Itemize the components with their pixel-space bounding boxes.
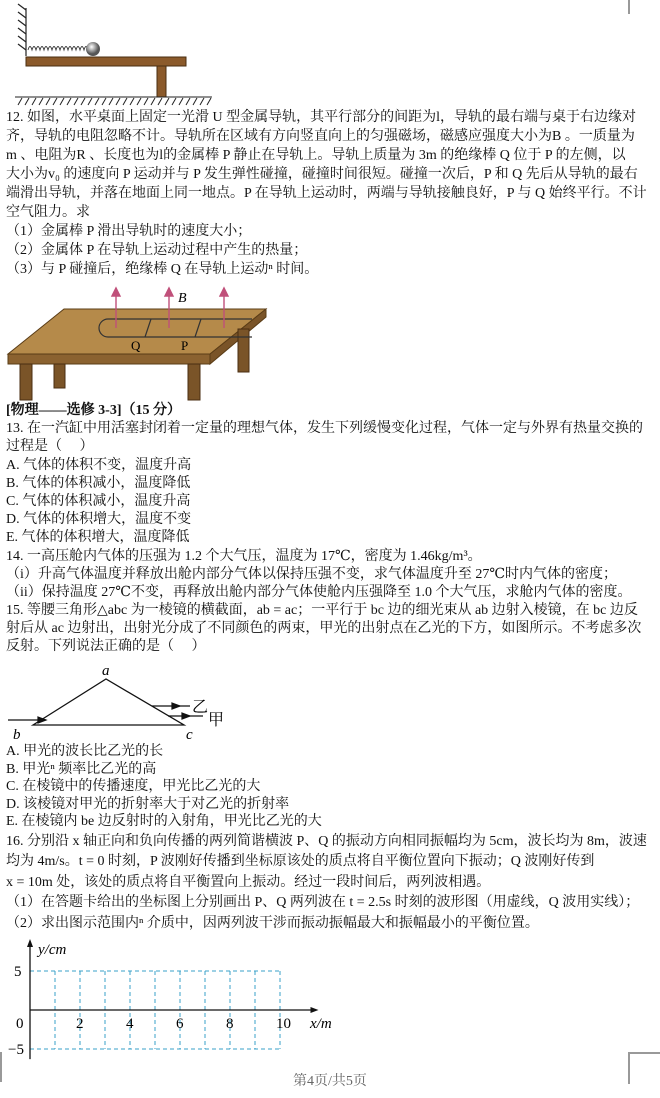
x-tick-label: 4: [126, 1016, 134, 1032]
hatch-mark: [172, 98, 176, 105]
text-line: 射后从 ac 边射出，出射光分成了不同颜色的两束，甲光的出射点在乙光的下方，如图所示。不考虑多次: [6, 621, 642, 637]
x-tick-label: 6: [176, 1016, 184, 1032]
hatch-mark: [88, 98, 92, 105]
hatch-mark: [200, 98, 204, 105]
text-line: 13. 在一汽缸中用活塞封闭着一定量的理想气体，发生下列缓慢变化过程，气体一定与外界有热量交换的: [6, 421, 643, 437]
text-line: 反射。下列说法正确的是（ ）: [6, 639, 206, 655]
text-line: A. 气体的体积不变，温度升高: [6, 457, 192, 473]
text-line: 大小为v₀ 的速度向 P 运动并与 P 发生弹性碰撞，碰撞时间很短。碰撞一次后，P 和 Q 先后从导轨的最右: [6, 167, 638, 182]
text-line: 14. 一高压舱内气体的压强为 1.2 个大气压，温度为 17℃，密度为 1.46kg/m³。: [6, 548, 482, 564]
text-line: E. 气体的体积增大，温度降低: [6, 530, 190, 546]
text-line: （2）求出图示范围内ⁿ 介质中，因两列波干涉而振动振幅最大和振幅最小的平衡位置。: [6, 915, 539, 931]
text-line: 齐，导轨的电阻忽略不计。导轨所在区域有方向竖直向上的匀强磁场，磁感应强度大小为B 。一质量为: [6, 129, 635, 144]
hatch-mark: [137, 98, 141, 105]
text-line: 均为 4m/s。t = 0 时刻，P 波刚好传播到坐标原该处的质点将自平衡位置向下振动；Q 波刚好传到: [6, 854, 595, 870]
text-line: （i）升高气体温度并释放出舱内部分气体以保持压强不变，求气体温度升至 27℃时内气体的密度；: [6, 566, 618, 582]
field-label: B: [178, 291, 187, 306]
beam-jia-label: 甲: [208, 712, 225, 729]
hatch-mark: [151, 98, 155, 105]
y-axis-label: y/cm: [38, 942, 67, 958]
text-line: m 、电阻为R 、长度也为l的金属棒 P 静止在导轨上。导轨上质量为 3m 的绝缘棒 Q 位于 P 的左侧，以: [6, 148, 626, 163]
beam-yi-label: 乙: [192, 699, 209, 716]
hatch-mark: [67, 98, 71, 105]
corner-mark: [628, 0, 660, 14]
hatch-mark: [74, 98, 78, 105]
page-number: 第4页/共5页: [293, 1074, 367, 1089]
text-line: （1）金属棒 P 滑出导轨时的速度大小；: [6, 224, 252, 239]
text-line: 12. 如图，水平桌面上固定一光滑 U 型金属导轨，其平行部分的间距为l，导轨的最右端与桌于右边缘对: [6, 110, 636, 125]
ball: [86, 42, 100, 56]
table-leg: [157, 66, 166, 97]
x-tick-label: 10: [276, 1016, 291, 1032]
hatch-mark: [144, 98, 148, 105]
question-15-options: [6, 743, 652, 831]
hatch-mark: [39, 98, 43, 105]
hatch-mark: [46, 98, 50, 105]
text-line: 15. 等腰三角形△abc 为一棱镜的横截面，ab = ac；一平行于 bc 边的细光束从 ab 边射入棱镜，在 bc 边反: [6, 603, 638, 619]
hatch-mark: [81, 98, 85, 105]
x-axis-label: x/m: [310, 1016, 332, 1032]
vertex-b: b: [13, 727, 21, 743]
option-line: D. 该棱镜对甲光的折射率大于对乙光的折射率: [6, 796, 290, 812]
x-tick-label: 8: [226, 1016, 234, 1032]
rod-q-label: Q: [131, 338, 141, 353]
text-line: （1）在答题卡给出的坐标图上分别画出 P、Q 两列波在 t = 2.5s 时刻的波形图（用虚线，Q 波用实线）；: [6, 895, 640, 911]
prism-triangle: [33, 679, 184, 725]
table-leg: [188, 364, 200, 400]
questions-13-15: [6, 402, 652, 657]
text-line: [物理——选修 3-3]（15 分）: [6, 403, 181, 418]
text-line: 端滑出导轨，并落在地面上同一地点。P 在导轨上运动时，两端与导轨接触良好，P 与 Q 始终平行。不计: [6, 186, 647, 201]
option-line: C. 在棱镜中的传播速度，甲光比乙光的大: [6, 779, 261, 795]
wave-graph: [0, 938, 360, 1066]
option-line: B. 甲光ⁿ 频率比乙光的高: [6, 761, 157, 777]
table-leg: [20, 364, 32, 400]
x-tick-label: 2: [76, 1016, 84, 1032]
table-leg: [238, 329, 249, 372]
text-line: 空气阻力。求: [6, 205, 90, 220]
x-axis-arrow: [311, 1007, 319, 1013]
hatch-mark: [25, 98, 29, 105]
hatch-mark: [32, 98, 36, 105]
wall-hatch: [18, 4, 26, 56]
hatch-mark: [95, 98, 99, 105]
text-line: B. 气体的体积减小，温度降低: [6, 475, 191, 491]
origin-label: 0: [16, 1016, 24, 1032]
hatch-mark: [179, 98, 183, 105]
spring-table-figure: [0, 0, 220, 100]
y-axis-arrow: [27, 939, 33, 947]
table-top: [26, 57, 186, 66]
hatch-mark: [102, 98, 106, 105]
hatch-mark: [109, 98, 113, 105]
text-line: x = 10m 处，该处的质点将自平衡置向上振动。经过一段时间后，两列波相遇。: [6, 874, 491, 890]
text-line: 16. 分别沿 x 轴正向和负向传播的两列简谐横波 P、Q 的振动方向相同振幅均为 5cm，波长均为 8m，波速: [6, 834, 647, 849]
text-line: （3）与 P 碰撞后，绝缘棒 Q 在导轨上运动ⁿ 时间。: [6, 262, 319, 277]
y-tick-label: 5: [14, 964, 22, 980]
hatch-mark: [165, 98, 169, 105]
hatch-mark: [60, 98, 64, 105]
hatch-mark: [123, 98, 127, 105]
rod-p-label: P: [181, 338, 189, 353]
ground-hatch-marks: [0, 96, 220, 108]
spring: [28, 47, 88, 51]
text-line: 过程是（ ）: [6, 439, 94, 455]
hatch-mark: [207, 98, 211, 105]
hatch-mark: [130, 98, 134, 105]
hatch-mark: [186, 98, 190, 105]
text-line: D. 气体的体积增大，温度不变: [6, 512, 192, 528]
corner-mark: [628, 1052, 660, 1084]
table-edge: [8, 354, 210, 364]
vertex-a: a: [102, 663, 110, 679]
rail-table-figure: [0, 284, 280, 402]
option-line: E. 在棱镜内 be 边反射时的入射角，甲光比乙光的大: [6, 814, 322, 830]
hatch-mark: [116, 98, 120, 105]
hatch-mark: [53, 98, 57, 105]
question-16: [6, 832, 652, 934]
text-line: （2）金属体 P 在导轨上运动过程中产生的热量；: [6, 243, 308, 258]
hatch-mark: [158, 98, 162, 105]
corner-mark: [0, 1052, 4, 1082]
hatch-mark: [18, 98, 22, 105]
question-12: [6, 108, 652, 279]
vertex-c: c: [186, 727, 193, 743]
prism-figure: [0, 657, 250, 743]
y-tick-label: −5: [8, 1042, 24, 1058]
hatch-mark: [193, 98, 197, 105]
text-line: C. 气体的体积减小，温度升高: [6, 493, 191, 509]
text-line: （ii）保持温度 27℃不变，再释放出舱内部分气体使舱内压强降至 1.0 个大气压，求舱内气体的密度。: [6, 584, 632, 600]
option-line: A. 甲光的波长比乙光的长: [6, 744, 164, 759]
table-leg: [54, 364, 65, 388]
